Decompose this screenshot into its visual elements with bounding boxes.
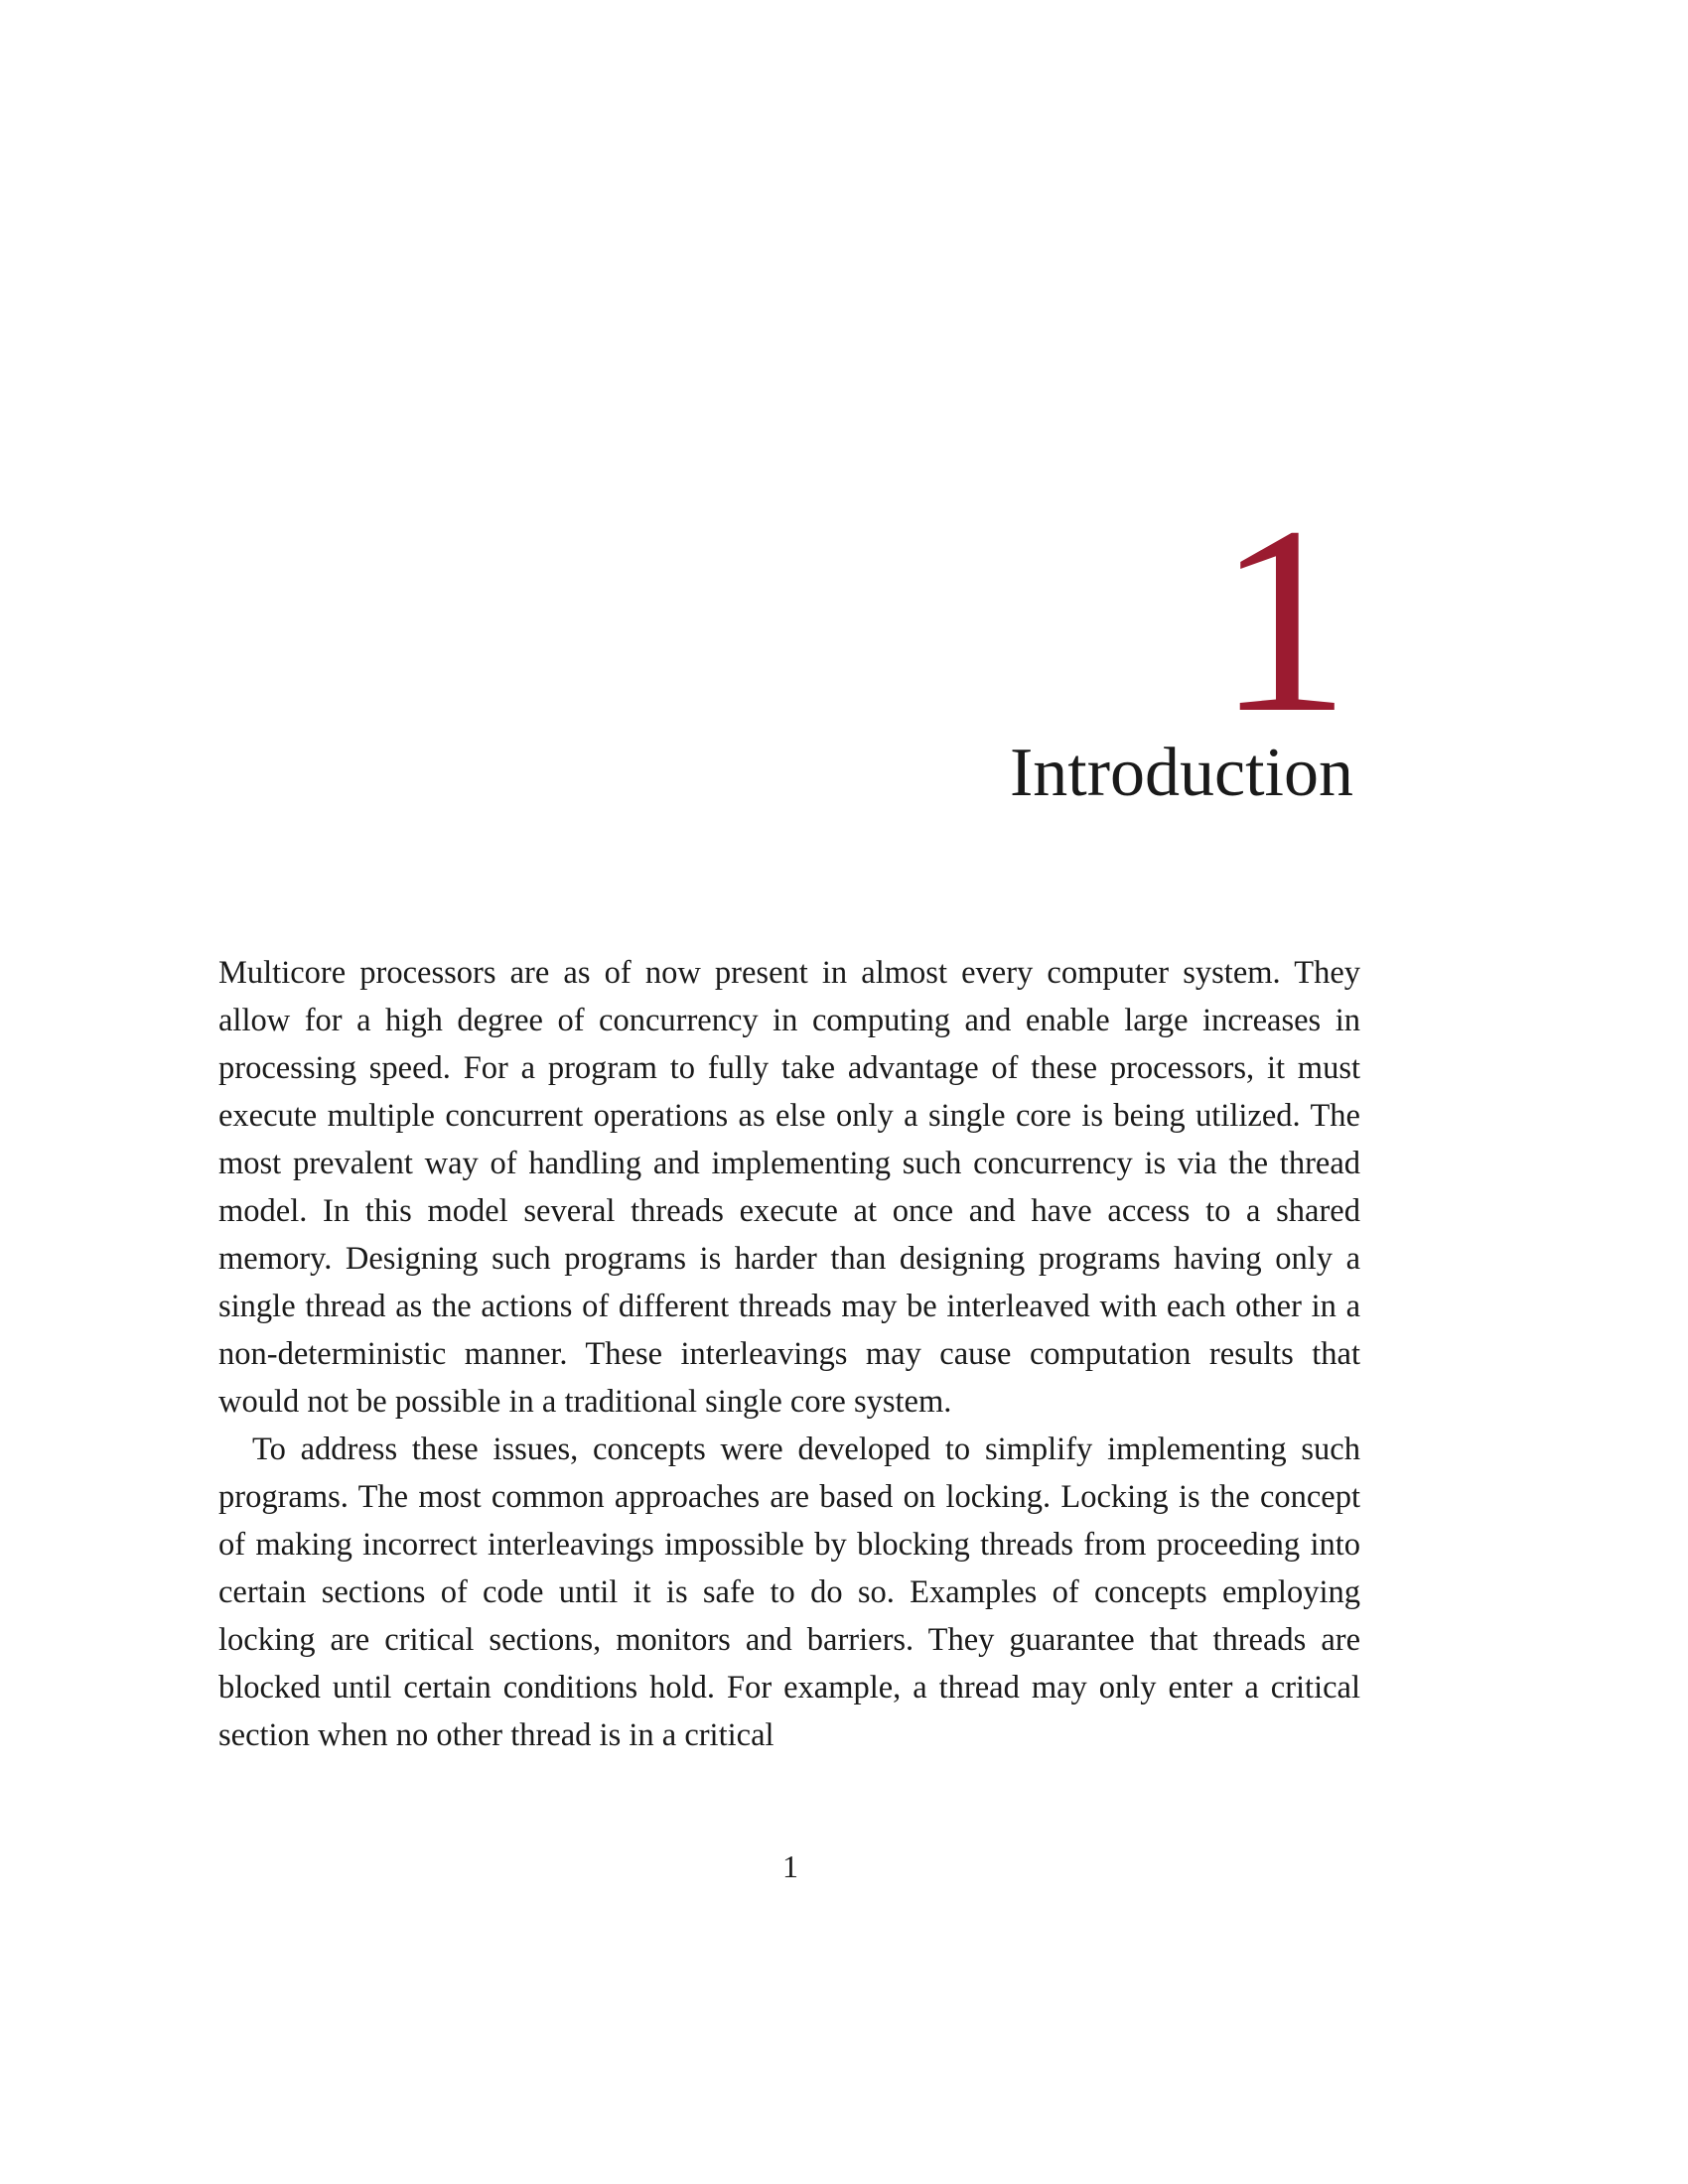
page-number: 1 <box>782 1848 798 1884</box>
chapter-number: 1 <box>1216 472 1350 768</box>
chapter-title: Introduction <box>1009 735 1353 811</box>
paragraph: Multicore processors are as of now present in almost every computer system. They allow for a high degree of concurrency in computing and enable large increases in processing speed. For a program to fully take advantage of these processors, it must execute multiple concurrent operations as else only a single core is being utilized. The most prevalent way of handling and implementing such concurrency is via the thread model. In this model several threads execute at once and have access to a shared memory. Designing such programs is harder than designing programs having only a single thread as the actions of different threads may be interleaved with each other in a non-deterministic manner. These interleavings may cause computation results that would not be possible in a traditional single core system. <box>218 955 1360 1420</box>
body-text <box>218 949 1360 1759</box>
paragraph: To address these issues, concepts were developed to simplify implementing such programs. The most common approaches are based on locking. Locking is the concept of making incorrect interleavings impossible by blocking threads from proceeding into certain sections of code until it is safe to do so. Examples of concepts employing locking are critical sections, monitors and barriers. They guarantee that threads are blocked until certain conditions hold. For example, a thread may only enter a critical section when no other thread is in a critical <box>218 1432 1360 1753</box>
